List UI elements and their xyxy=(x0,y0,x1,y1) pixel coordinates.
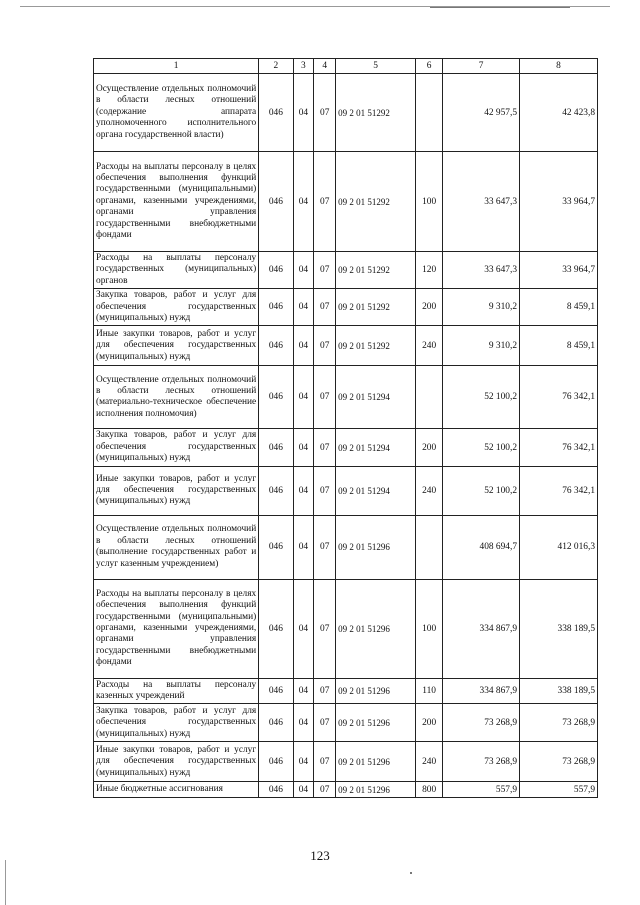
row-description: Расходы на выплаты персоналу государственных (муниципальных) органов xyxy=(94,252,259,289)
section-cell: 04 xyxy=(293,704,314,742)
amount-cell: 412 016,3 xyxy=(520,515,598,579)
section-cell: 04 xyxy=(293,252,314,289)
subsection-cell: 07 xyxy=(314,742,336,782)
header-cell: 7 xyxy=(443,59,520,74)
row-description: Осуществление отдельных полномочий в области лесных отношений (материально-техническое обеспечение исполнения полномочия) xyxy=(94,366,259,429)
top-rule-2 xyxy=(430,7,570,8)
row-description: Закупка товаров, работ и услуг для обеспечения государственных (муниципальных) нужд xyxy=(94,704,259,742)
code-cell: 046 xyxy=(259,74,293,152)
subsection-cell: 07 xyxy=(314,579,336,678)
subsection-cell: 07 xyxy=(314,152,336,252)
amount-cell: 73 268,9 xyxy=(520,704,598,742)
subsection-cell: 07 xyxy=(314,466,336,515)
section-cell: 04 xyxy=(293,429,314,466)
amount-cell: 73 268,9 xyxy=(443,742,520,782)
table-row xyxy=(94,289,598,326)
code-cell: 046 xyxy=(259,579,293,678)
row-description: Закупка товаров, работ и услуг для обеспечения государственных (муниципальных) нужд xyxy=(94,289,259,326)
row-description: Осуществление отдельных полномочий в области лесных отношений (выполнение государственных работ и услуг казенным учреждением) xyxy=(94,515,259,579)
expense-type-cell: 100 xyxy=(416,152,443,252)
target-article-cell: 09 2 01 51294 xyxy=(336,466,416,515)
code-cell: 046 xyxy=(259,782,293,798)
subsection-cell: 07 xyxy=(314,678,336,704)
target-article-cell: 09 2 01 51292 xyxy=(336,252,416,289)
amount-cell: 9 310,2 xyxy=(443,326,520,366)
target-article-cell: 09 2 01 51296 xyxy=(336,678,416,704)
subsection-cell: 07 xyxy=(314,252,336,289)
header-cell: 2 xyxy=(259,59,293,74)
row-description: Закупка товаров, работ и услуг для обеспечения государственных (муниципальных) нужд xyxy=(94,429,259,466)
code-cell: 046 xyxy=(259,289,293,326)
expense-type-cell: 120 xyxy=(416,252,443,289)
target-article-cell: 09 2 01 51294 xyxy=(336,429,416,466)
table-row xyxy=(94,678,598,704)
subsection-cell: 07 xyxy=(314,704,336,742)
row-description: Иные закупки товаров, работ и услуг для обеспечения государственных (муниципальных) нужд xyxy=(94,466,259,515)
amount-cell: 73 268,9 xyxy=(443,704,520,742)
table-row xyxy=(94,515,598,579)
target-article-cell: 09 2 01 51296 xyxy=(336,579,416,678)
code-cell: 046 xyxy=(259,429,293,466)
amount-cell: 334 867,9 xyxy=(443,579,520,678)
amount-cell: 73 268,9 xyxy=(520,742,598,782)
expense-type-cell xyxy=(416,366,443,429)
amount-cell: 76 342,1 xyxy=(520,466,598,515)
table-row xyxy=(94,704,598,742)
row-description: Расходы на выплаты персоналу в целях обеспечения выполнения функций государственными (муниципальными) органами, казенными учреждениями, органами управления государственными внебюджетными фондами xyxy=(94,579,259,678)
amount-cell: 338 189,5 xyxy=(520,678,598,704)
table-row xyxy=(94,466,598,515)
header-cell: 4 xyxy=(314,59,336,74)
expense-type-cell xyxy=(416,515,443,579)
amount-cell: 8 459,1 xyxy=(520,289,598,326)
code-cell: 046 xyxy=(259,366,293,429)
section-cell: 04 xyxy=(293,74,314,152)
amount-cell: 52 100,2 xyxy=(443,366,520,429)
amount-cell: 33 647,3 xyxy=(443,152,520,252)
expense-type-cell xyxy=(416,74,443,152)
expense-type-cell: 240 xyxy=(416,742,443,782)
target-article-cell: 09 2 01 51294 xyxy=(336,366,416,429)
target-article-cell: 09 2 01 51292 xyxy=(336,74,416,152)
table-row xyxy=(94,152,598,252)
table-row xyxy=(94,326,598,366)
section-cell: 04 xyxy=(293,289,314,326)
header-cell: 1 xyxy=(94,59,259,74)
section-cell: 04 xyxy=(293,152,314,252)
amount-cell: 33 647,3 xyxy=(443,252,520,289)
expense-type-cell: 100 xyxy=(416,579,443,678)
expense-type-cell: 200 xyxy=(416,704,443,742)
table-header-row xyxy=(94,59,598,74)
budget-table xyxy=(93,58,598,798)
row-description: Иные закупки товаров, работ и услуг для обеспечения государственных (муниципальных) нужд xyxy=(94,326,259,366)
amount-cell: 33 964,7 xyxy=(520,252,598,289)
row-description: Осуществление отдельных полномочий в области лесных отношений (содержание аппарата уполномоченного исполнительного органа государственной власти) xyxy=(94,74,259,152)
target-article-cell: 09 2 01 51292 xyxy=(336,289,416,326)
scan-margin-mark xyxy=(5,860,6,905)
subsection-cell: 07 xyxy=(314,289,336,326)
section-cell: 04 xyxy=(293,366,314,429)
amount-cell: 408 694,7 xyxy=(443,515,520,579)
header-cell: 5 xyxy=(336,59,416,74)
amount-cell: 338 189,5 xyxy=(520,579,598,678)
row-description: Иные бюджетные ассигнования xyxy=(94,782,259,798)
code-cell: 046 xyxy=(259,704,293,742)
amount-cell: 334 867,9 xyxy=(443,678,520,704)
table-row xyxy=(94,366,598,429)
expense-type-cell: 200 xyxy=(416,429,443,466)
row-description: Иные закупки товаров, работ и услуг для обеспечения государственных (муниципальных) нужд xyxy=(94,742,259,782)
expense-type-cell: 200 xyxy=(416,289,443,326)
target-article-cell: 09 2 01 51296 xyxy=(336,742,416,782)
subsection-cell: 07 xyxy=(314,515,336,579)
code-cell: 046 xyxy=(259,152,293,252)
amount-cell: 52 100,2 xyxy=(443,466,520,515)
row-description: Расходы на выплаты персоналу казенных учреждений xyxy=(94,678,259,704)
target-article-cell: 09 2 01 51292 xyxy=(336,326,416,366)
table-row xyxy=(94,579,598,678)
code-cell: 046 xyxy=(259,466,293,515)
expense-type-cell: 800 xyxy=(416,782,443,798)
table-row xyxy=(94,742,598,782)
section-cell: 04 xyxy=(293,326,314,366)
table-body xyxy=(94,74,598,798)
table-row xyxy=(94,429,598,466)
expense-type-cell: 110 xyxy=(416,678,443,704)
target-article-cell: 09 2 01 51296 xyxy=(336,515,416,579)
code-cell: 046 xyxy=(259,678,293,704)
amount-cell: 557,9 xyxy=(443,782,520,798)
code-cell: 046 xyxy=(259,742,293,782)
subsection-cell: 07 xyxy=(314,429,336,466)
section-cell: 04 xyxy=(293,466,314,515)
amount-cell: 52 100,2 xyxy=(443,429,520,466)
target-article-cell: 09 2 01 51296 xyxy=(336,782,416,798)
amount-cell: 9 310,2 xyxy=(443,289,520,326)
target-article-cell: 09 2 01 51296 xyxy=(336,704,416,742)
amount-cell: 76 342,1 xyxy=(520,366,598,429)
amount-cell: 8 459,1 xyxy=(520,326,598,366)
table-row xyxy=(94,74,598,152)
table-row xyxy=(94,782,598,798)
amount-cell: 76 342,1 xyxy=(520,429,598,466)
amount-cell: 42 423,8 xyxy=(520,74,598,152)
section-cell: 04 xyxy=(293,579,314,678)
subsection-cell: 07 xyxy=(314,326,336,366)
scan-dot xyxy=(410,872,412,874)
target-article-cell: 09 2 01 51292 xyxy=(336,152,416,252)
subsection-cell: 07 xyxy=(314,366,336,429)
expense-type-cell: 240 xyxy=(416,326,443,366)
header-cell: 3 xyxy=(293,59,314,74)
header-cell: 8 xyxy=(520,59,598,74)
section-cell: 04 xyxy=(293,678,314,704)
expense-type-cell: 240 xyxy=(416,466,443,515)
section-cell: 04 xyxy=(293,515,314,579)
row-description: Расходы на выплаты персоналу в целях обеспечения выполнения функций государственными (муниципальными) органами, казенными учреждениями, органами управления государственными внебюджетными фондами xyxy=(94,152,259,252)
subsection-cell: 07 xyxy=(314,74,336,152)
amount-cell: 557,9 xyxy=(520,782,598,798)
page-number: 123 xyxy=(310,848,330,863)
code-cell: 046 xyxy=(259,515,293,579)
header-cell: 6 xyxy=(416,59,443,74)
table-row xyxy=(94,252,598,289)
code-cell: 046 xyxy=(259,326,293,366)
section-cell: 04 xyxy=(293,742,314,782)
amount-cell: 42 957,5 xyxy=(443,74,520,152)
amount-cell: 33 964,7 xyxy=(520,152,598,252)
section-cell: 04 xyxy=(293,782,314,798)
code-cell: 046 xyxy=(259,252,293,289)
subsection-cell: 07 xyxy=(314,782,336,798)
